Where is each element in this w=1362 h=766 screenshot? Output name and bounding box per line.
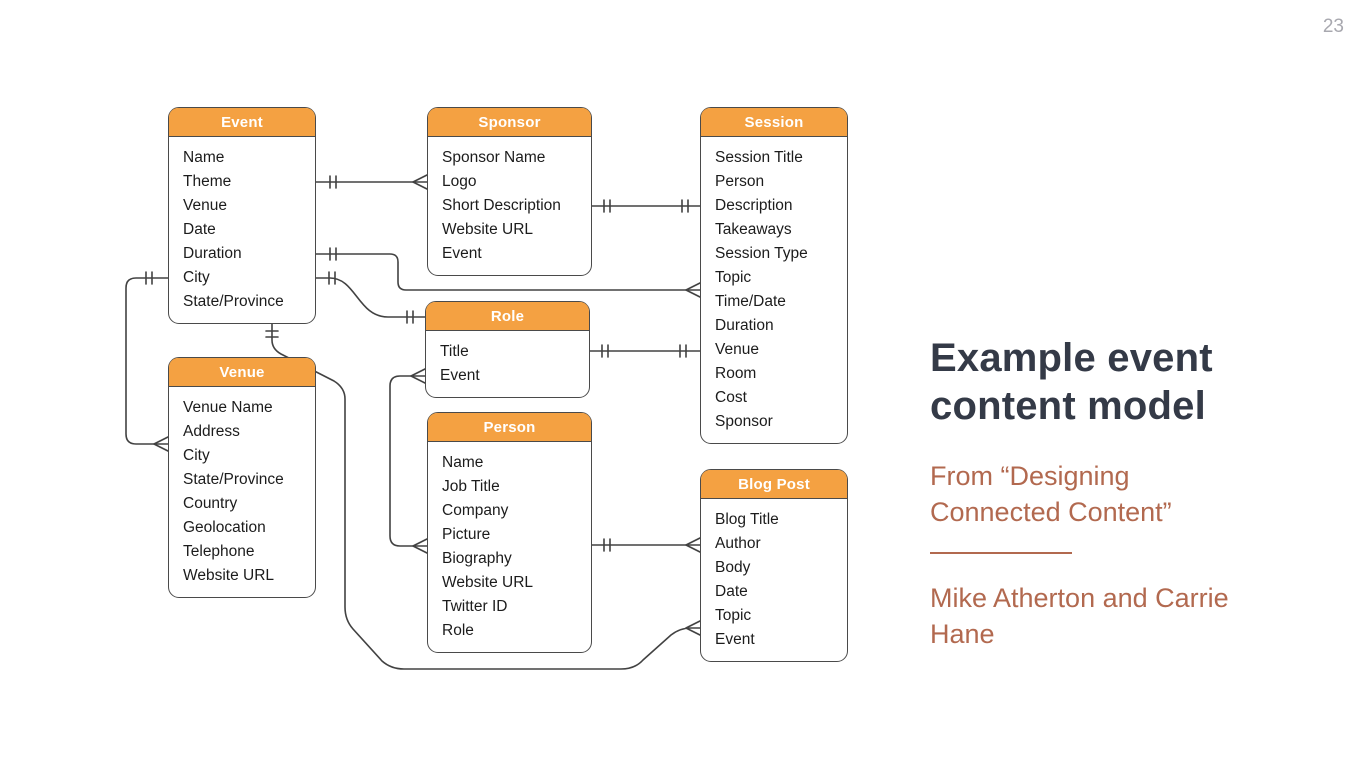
entity-venue	[168, 357, 316, 598]
entity-event	[168, 107, 316, 324]
entity-blog-post	[700, 469, 848, 662]
connector-role-person	[390, 369, 427, 553]
entity-attribute: Duration	[715, 317, 774, 334]
entity-attribute: Short Description	[442, 197, 561, 214]
entity-attribute: City	[183, 447, 210, 464]
entity-sponsor-attrs	[428, 137, 591, 275]
entity-attribute: Twitter ID	[442, 598, 508, 615]
entity-attribute: City	[183, 269, 210, 286]
entity-blog-post-header: Blog Post	[701, 470, 847, 499]
entity-attribute: Country	[183, 495, 238, 512]
entity-role-header: Role	[426, 302, 589, 331]
entity-role	[425, 301, 590, 398]
entity-attribute: Telephone	[183, 543, 255, 560]
entity-session-attrs	[701, 137, 847, 443]
slide-text-column	[930, 334, 1280, 652]
connector-sponsor-session	[592, 200, 700, 212]
entity-attribute: Name	[442, 454, 484, 471]
entity-attribute: Takeaways	[715, 221, 792, 238]
entity-event-attrs	[169, 137, 315, 323]
entity-attribute: Geolocation	[183, 519, 266, 536]
entity-venue-attrs	[169, 387, 315, 597]
entity-attribute: Body	[715, 559, 751, 576]
entity-attribute: Date	[183, 221, 216, 238]
entity-venue-header: Venue	[169, 358, 315, 387]
entity-blog-post-attrs	[701, 499, 847, 661]
entity-attribute: State/Province	[183, 293, 284, 310]
entity-attribute: Job Title	[442, 478, 500, 495]
entity-attribute: Title	[440, 343, 469, 360]
entity-attribute: Logo	[442, 173, 477, 190]
divider-line	[930, 552, 1072, 554]
connector-role-session	[590, 345, 700, 357]
entity-attribute: Sponsor Name	[442, 149, 546, 166]
entity-attribute: Address	[183, 423, 240, 440]
connector-line	[316, 278, 425, 317]
connector-event-sponsor	[316, 175, 427, 189]
entity-person-header: Person	[428, 413, 591, 442]
entity-attribute: Venue	[715, 341, 759, 358]
connector-person-blogpost	[592, 538, 700, 552]
connector-line	[126, 278, 168, 444]
entity-session-header: Session	[701, 108, 847, 137]
entity-attribute: Role	[442, 622, 474, 639]
entity-attribute: Venue	[183, 197, 227, 214]
entity-attribute: Website URL	[183, 567, 275, 584]
entity-attribute: Session Type	[715, 245, 808, 262]
entity-role-attrs	[426, 331, 589, 397]
entity-attribute: Cost	[715, 389, 747, 406]
connector-line	[390, 376, 427, 546]
entity-person	[427, 412, 592, 653]
connector-event-venue	[126, 272, 168, 451]
entity-attribute: Event	[442, 245, 482, 262]
slide-title: Example event content model	[930, 336, 1213, 428]
entity-attribute: Person	[715, 173, 765, 190]
source-reference: From “Designing Connected Content”	[930, 461, 1172, 527]
entity-attribute: Event	[440, 367, 480, 384]
entity-event-header: Event	[169, 108, 315, 137]
entity-attribute: State/Province	[183, 471, 284, 488]
entity-attribute: Blog Title	[715, 511, 779, 528]
entity-attribute: Room	[715, 365, 757, 382]
entity-sponsor	[427, 107, 592, 276]
entity-attribute: Duration	[183, 245, 242, 262]
entity-sponsor-header: Sponsor	[428, 108, 591, 137]
entity-attribute: Date	[715, 583, 748, 600]
entity-session	[700, 107, 848, 444]
entity-attribute: Author	[715, 535, 761, 552]
entity-person-attrs	[428, 442, 591, 652]
entity-attribute: Biography	[442, 550, 512, 567]
connector-event-role	[316, 272, 425, 323]
entity-attribute: Theme	[183, 173, 232, 190]
entity-attribute: Sponsor	[715, 413, 773, 430]
entity-attribute: Description	[715, 197, 793, 214]
entity-attribute: Time/Date	[715, 293, 786, 310]
authors: Mike Atherton and Carrie Hane	[930, 583, 1229, 649]
entity-attribute: Name	[183, 149, 225, 166]
entity-attribute: Topic	[715, 607, 752, 624]
entity-attribute: Picture	[442, 526, 491, 543]
entity-attribute: Venue Name	[183, 399, 273, 416]
entity-attribute: Website URL	[442, 574, 534, 591]
entity-attribute: Topic	[715, 269, 752, 286]
entity-attribute: Company	[442, 502, 509, 519]
entity-attribute: Session Title	[715, 149, 803, 166]
entity-attribute: Event	[715, 631, 755, 648]
page-number: 23	[1322, 16, 1344, 37]
entity-attribute: Website URL	[442, 221, 534, 238]
